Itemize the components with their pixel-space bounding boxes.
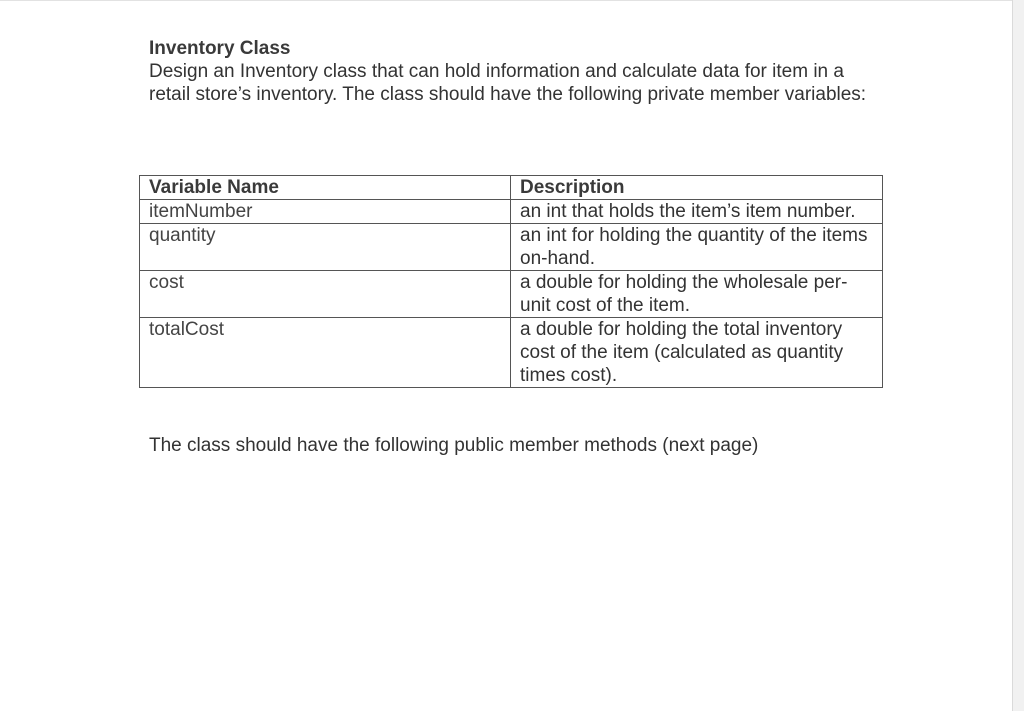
description-cell: an int that holds the item’s item number. — [511, 200, 883, 224]
member-variables-table — [139, 175, 883, 388]
page-top-border — [0, 0, 1024, 1]
table-row — [140, 318, 883, 388]
section-heading: Inventory Class — [149, 38, 291, 59]
table-row — [140, 271, 883, 318]
document-body — [149, 37, 889, 106]
variable-name-cell: quantity — [140, 224, 511, 271]
variable-name-cell: cost — [140, 271, 511, 318]
description-cell: a double for holding the wholesale per-unit cost of the item. — [511, 271, 883, 318]
table-row — [140, 224, 883, 271]
table-row — [140, 200, 883, 224]
column-header-description: Description — [511, 176, 883, 200]
page-edge — [1012, 0, 1024, 711]
variable-name-cell: totalCost — [140, 318, 511, 388]
description-cell: an int for holding the quantity of the items on-hand. — [511, 224, 883, 271]
column-header-variable-name: Variable Name — [140, 176, 511, 200]
footer-paragraph: The class should have the following public member methods (next page) — [149, 435, 759, 456]
description-cell: a double for holding the total inventory cost of the item (calculated as quantity times cost). — [511, 318, 883, 388]
intro-paragraph: Design an Inventory class that can hold information and calculate data for item in a retail store’s inventory. The class should have the following private member variables: — [149, 61, 867, 105]
variable-name-cell: itemNumber — [140, 200, 511, 224]
table-header-row — [140, 176, 883, 200]
